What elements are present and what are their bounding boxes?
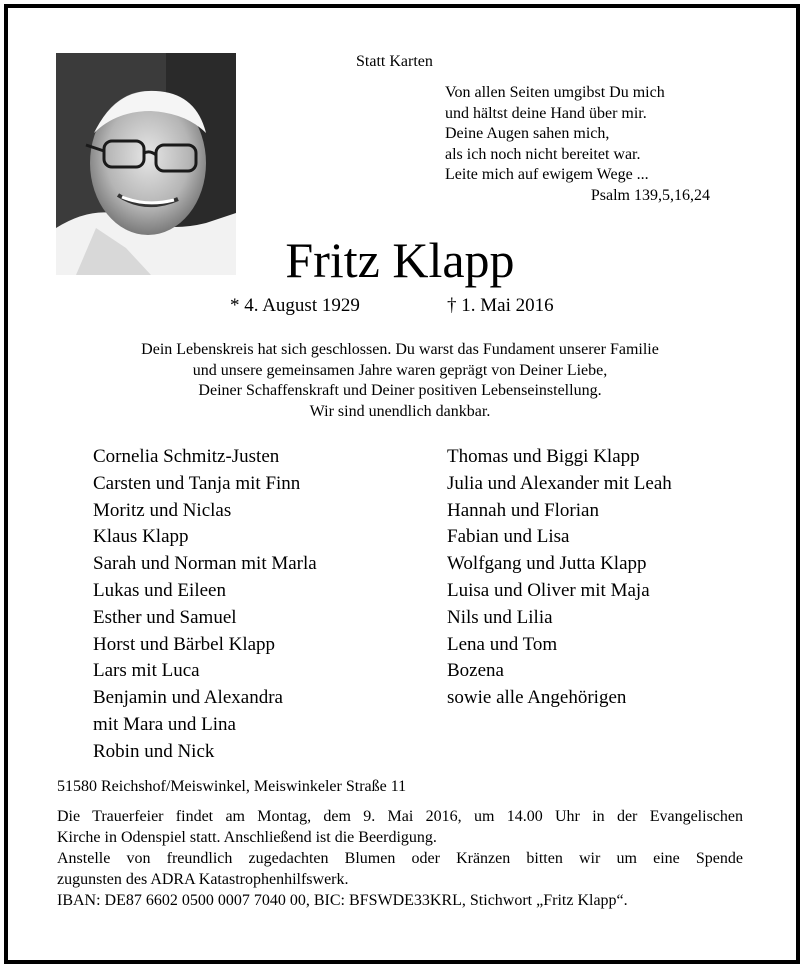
family-member: sowie alle Angehörigen	[447, 687, 627, 709]
notice-line: zugunsten des ADRA Katastrophenhilfswerk.	[57, 871, 349, 888]
psalm-line: Leite mich auf ewigem Wege ...	[445, 166, 649, 183]
family-member: Robin und Nick	[93, 740, 215, 762]
deceased-name: Fritz Klapp	[285, 232, 515, 288]
family-address: 51580 Reichshof/Meiswinkel, Meiswinkeler Straße 11	[57, 778, 407, 795]
family-member: Klaus Klapp	[93, 526, 189, 548]
family-member: Lena und Tom	[447, 633, 558, 655]
tribute-line: und unsere gemeinsamen Jahre waren geprägt von Deiner Liebe,	[192, 361, 608, 379]
notice-line: Die Trauerfeier findet am Montag, dem 9. Mai 2016, um 14.00 Uhr in der Evangelischen	[57, 808, 743, 825]
family-member: Wolfgang und Jutta Klapp	[447, 553, 647, 575]
psalm-line: Deine Augen sahen mich,	[445, 125, 610, 142]
psalm-line: und hältst deine Hand über mir.	[445, 104, 647, 122]
family-member: Sarah und Norman mit Marla	[93, 553, 317, 575]
family-member: Carsten und Tanja mit Finn	[93, 472, 301, 494]
family-member: Lars mit Luca	[93, 660, 200, 682]
psalm-line: als ich noch nicht bereitet war.	[445, 145, 641, 163]
statt-karten-note: Statt Karten	[356, 53, 433, 70]
family-member: Nils und Lilia	[447, 606, 553, 628]
psalm-verse	[445, 83, 710, 206]
family-member: Julia und Alexander mit Leah	[447, 472, 672, 494]
family-member: Moritz und Niclas	[93, 499, 232, 521]
family-member: Luisa und Oliver mit Maja	[447, 579, 650, 601]
psalm-line: Von allen Seiten umgibst Du mich	[445, 84, 665, 101]
tribute-line: Deiner Schaffenskraft und Deiner positiven Lebenseinstellung.	[198, 382, 602, 399]
psalm-reference: Psalm 139,5,16,24	[590, 186, 710, 204]
family-member: Fabian und Lisa	[447, 526, 570, 548]
tribute-text	[0, 340, 800, 422]
birth-date: * 4. August 1929	[230, 295, 360, 316]
bank-details: IBAN: DE87 6602 0500 0007 7040 00, BIC: BFSWDE33KRL, Stichwort „Fritz Klapp“.	[57, 892, 628, 909]
tribute-line: Dein Lebenskreis hat sich geschlossen. Du warst das Fundament unserer Familie	[141, 341, 659, 358]
family-member: Lukas und Eileen	[93, 579, 226, 601]
family-member: Horst und Bärbel Klapp	[93, 633, 276, 655]
tribute-line: Wir sind unendlich dankbar.	[309, 402, 491, 420]
family-list-right	[447, 444, 672, 712]
family-member: Hannah und Florian	[447, 499, 599, 521]
family-member: Cornelia Schmitz-Justen	[93, 446, 280, 467]
family-member: Bozena	[447, 660, 504, 682]
family-member: Esther und Samuel	[93, 606, 237, 628]
family-list-left	[93, 444, 317, 766]
notice-line: Anstelle von freundlich zugedachten Blumen oder Kränzen bitten wir um eine Spende	[57, 850, 743, 867]
death-date: † 1. Mai 2016	[447, 295, 554, 316]
family-member: mit Mara und Lina	[93, 713, 236, 735]
funeral-notice	[57, 806, 743, 911]
family-member: Thomas und Biggi Klapp	[447, 446, 640, 467]
notice-line: Kirche in Odenspiel statt. Anschließend ist die Beerdigung.	[57, 829, 437, 846]
family-member: Benjamin und Alexandra	[93, 687, 283, 709]
